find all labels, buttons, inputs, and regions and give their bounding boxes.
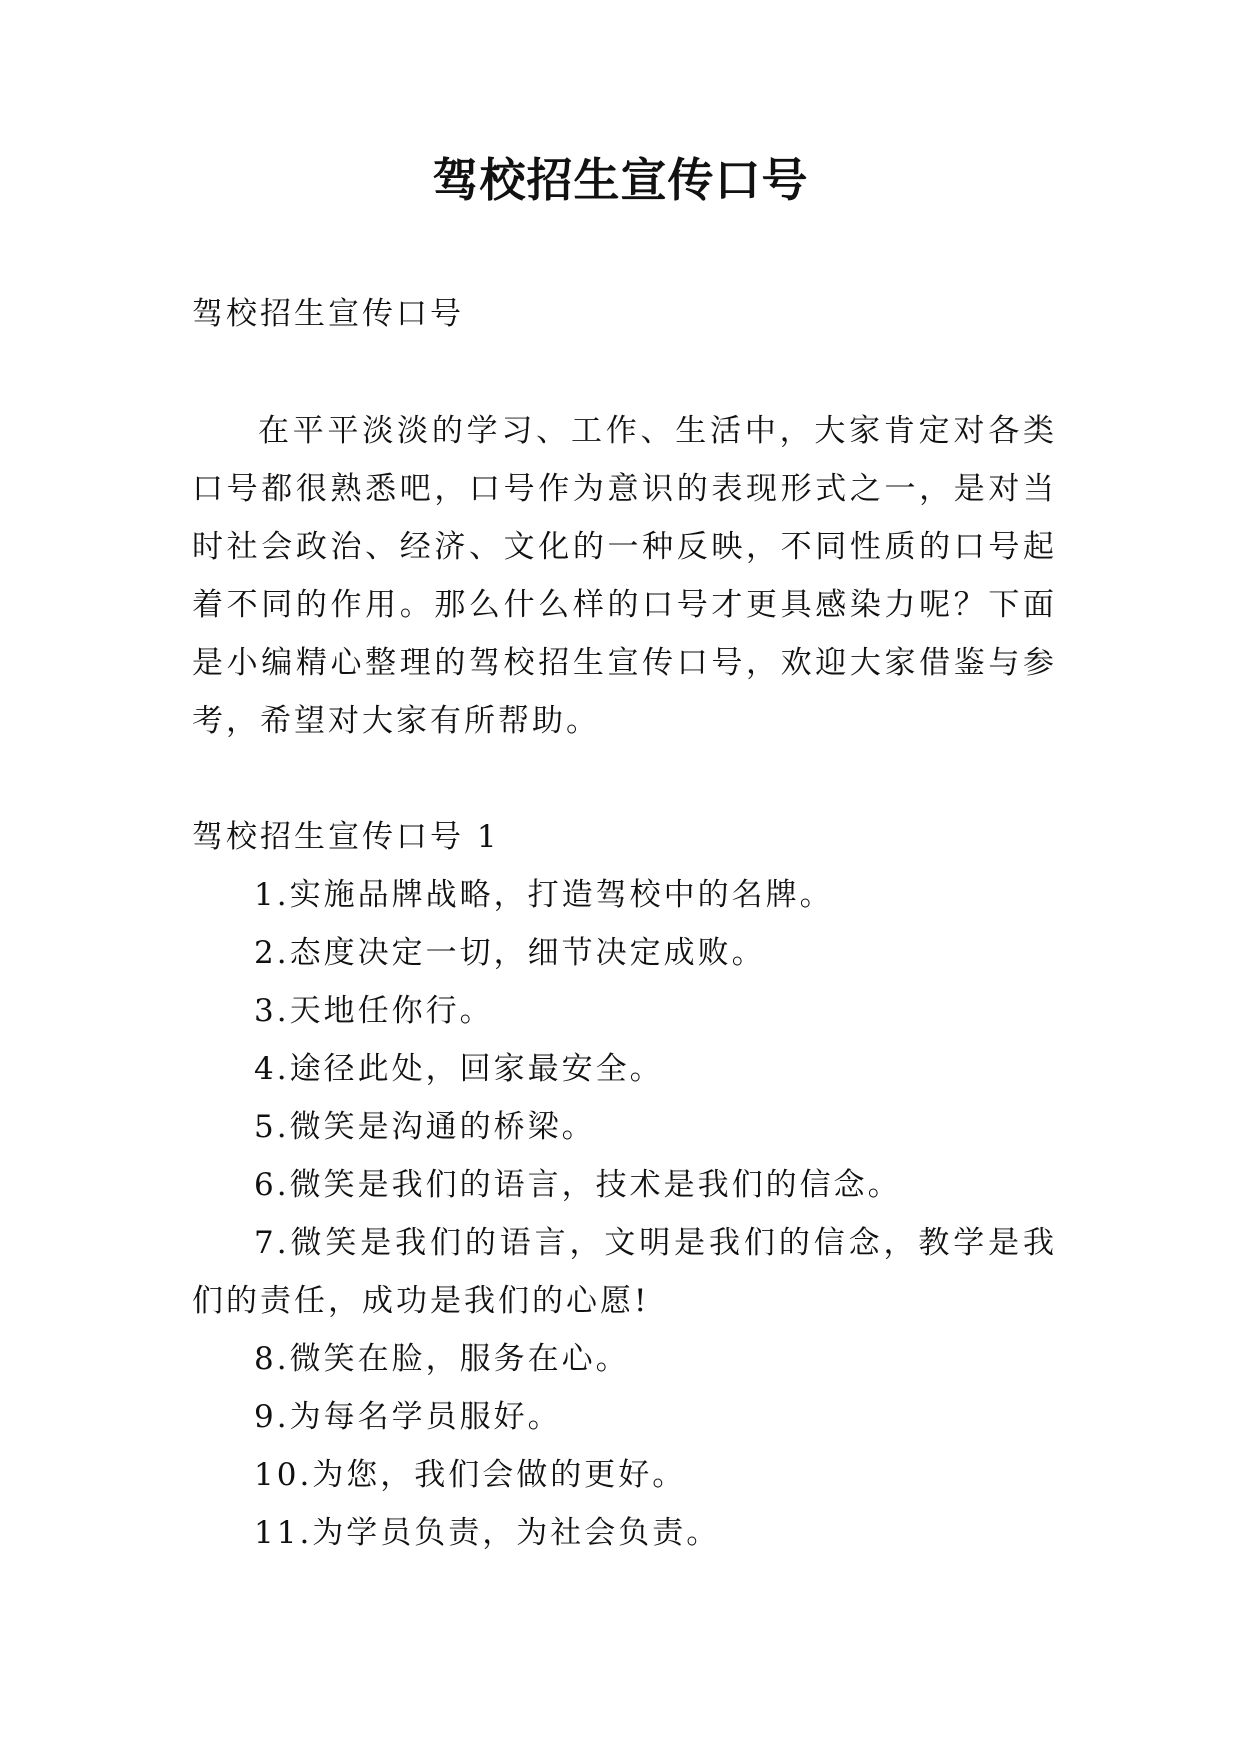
slogan-item-8: 8.微笑在脸，服务在心。 [254, 1341, 630, 1377]
slogan-item-9: 9.为每名学员服好。 [254, 1399, 562, 1435]
intro-paragraph: 在平平淡淡的学习、工作、生活中，大家肯定对各类口号都很熟悉吧，口号作为意识的表现形式之一，是对当时社会政治、经济、文化的一种反映，不同性质的口号起着不同的作用。那么什么样的口号才更具感染力呢？下面是小编精心整理的驾校招生宣传口号，欢迎大家借鉴与参考，希望对大家有所帮助。 [192, 413, 1057, 739]
document-title: 驾校招生宣传口号 [432, 153, 809, 207]
slogan-item-1: 1.实施品牌战略，打造驾校中的名牌。 [254, 877, 834, 913]
slogan-item-10: 10.为您，我们会做的更好。 [254, 1457, 687, 1493]
document-subtitle: 驾校招生宣传口号 [192, 296, 464, 332]
slogan-item-11: 11.为学员负责，为社会负责。 [254, 1515, 721, 1551]
slogan-item-7: 7.微笑是我们的语言，文明是我们的信念，教学是我们的责任，成功是我们的心愿! [192, 1225, 1057, 1319]
slogan-item-5: 5.微笑是沟通的桥梁。 [254, 1109, 596, 1145]
section-heading: 驾校招生宣传口号 1 [192, 819, 500, 855]
slogan-item-2: 2.态度决定一切，细节决定成败。 [254, 935, 766, 971]
slogan-item-6: 6.微笑是我们的语言，技术是我们的信念。 [254, 1167, 902, 1203]
slogan-item-4: 4.途径此处，回家最安全。 [254, 1051, 664, 1087]
slogan-item-3: 3.天地任你行。 [254, 993, 494, 1029]
document-body [192, 285, 1057, 1562]
